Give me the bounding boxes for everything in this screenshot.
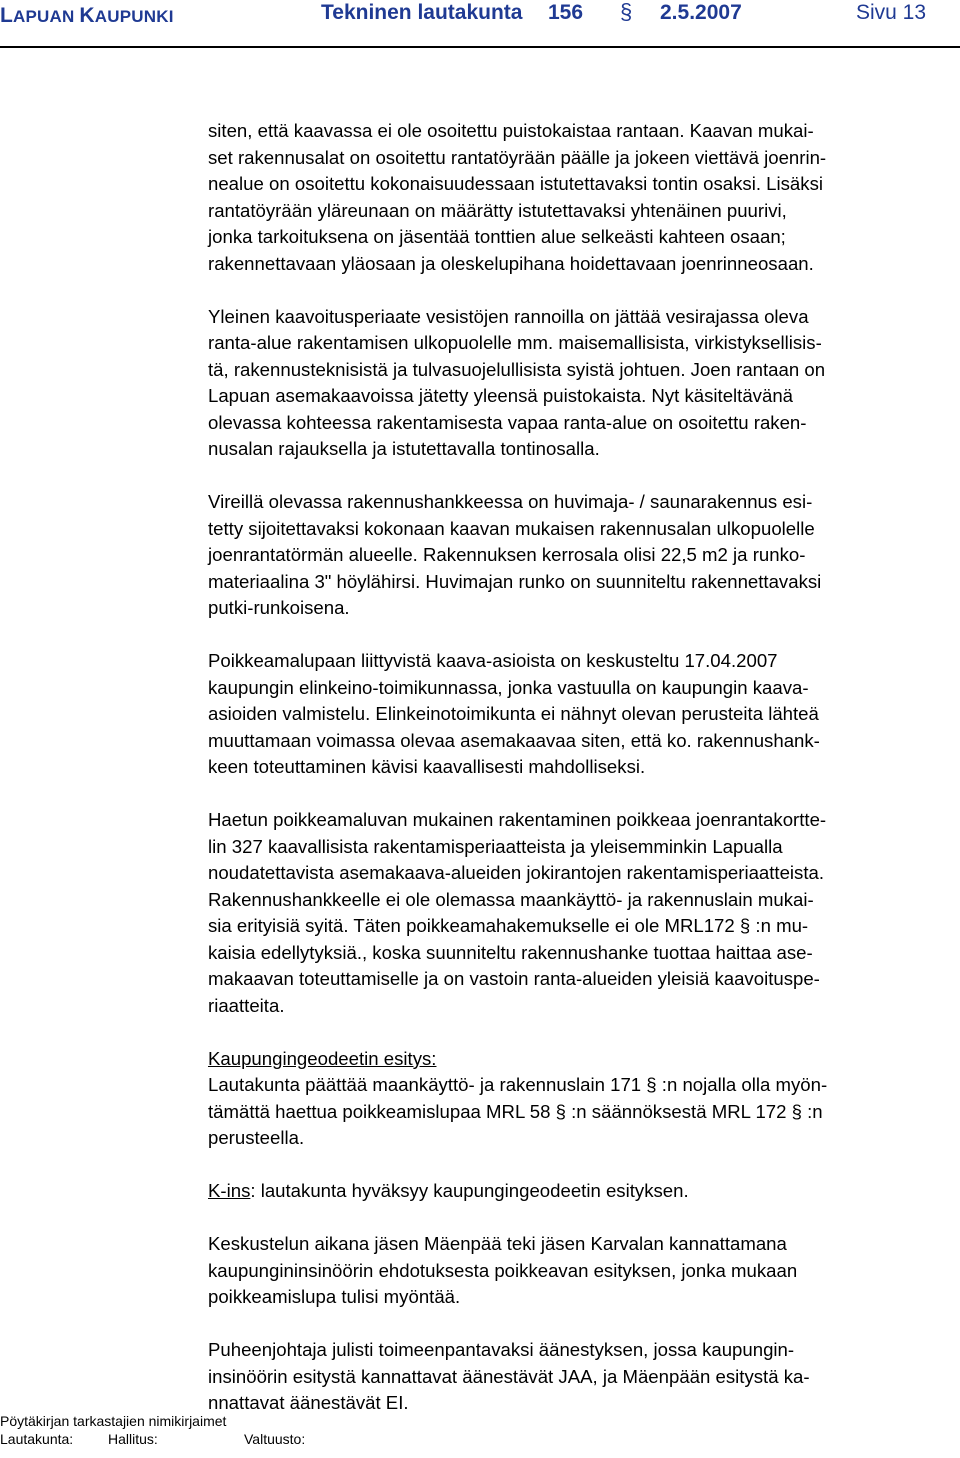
paragraph-line: noudatettavista asemakaava-alueiden jokirantojen rakentamisperiaatteista. xyxy=(208,862,825,883)
paragraph-line: riaatteita. xyxy=(208,994,285,1016)
paragraph-line: rakennettavaan yläosaan ja oleskelupihana hoidettavaan joenrinneosaan. xyxy=(208,252,814,274)
paragraphs-before xyxy=(208,118,954,1019)
paragraph-line: Yleinen kaavoitusperiaate vesistöjen rannoilla on jättää vesirajassa oleva xyxy=(208,305,809,327)
footer-signature-row xyxy=(0,1430,960,1448)
paragraph-line: set rakennusalat on osoitettu rantatöyrään päälle ja jokeen viettävä joenrin- xyxy=(208,146,827,168)
paragraph-line: makaavan toteuttamiselle ja on vastoin ranta-alueiden yleisiä kaavoituspe- xyxy=(208,968,820,989)
paragraph-line: poikkeamislupa tulisi myöntää. xyxy=(208,1286,461,1307)
org-rest-2: AUPUNKI xyxy=(94,7,174,26)
paragraph xyxy=(208,1337,954,1417)
paragraph xyxy=(208,304,954,463)
board-name: Tekninen lautakunta xyxy=(321,1,523,24)
paragraph-line: ranta-alue rakentamisen ulkopuolelle mm. maisemallisista, virkistyksellisis- xyxy=(208,332,822,353)
document-body xyxy=(208,118,954,1443)
page-number: Sivu 13 xyxy=(856,1,927,24)
paragraph-line: nusalan rajauksella ja istutettavalla tontinosalla. xyxy=(208,438,600,459)
header-divider xyxy=(0,46,960,48)
proposal-heading: Kaupungingeodeetin esitys: xyxy=(208,1047,437,1069)
paragraph-line: tetty sijoitettavaksi kokonaan kaavan mukaisen rakennusalan ulkopuolelle xyxy=(208,517,815,539)
paragraph-line: joenrantatörmän alueelle. Rakennuksen kerrosala olisi 22,5 m2 ja runko- xyxy=(208,544,806,565)
org-initial: L xyxy=(0,4,14,27)
paragraphs-after xyxy=(208,1231,954,1417)
footer-council-label: Valtuusto: xyxy=(244,1431,306,1447)
paragraph-line: materiaalina 3" höylähirsi. Huvimajan runko on suunniteltu rakennettavaksi xyxy=(208,570,822,592)
paragraph-line: Haetun poikkeamaluvan mukainen rakentaminen poikkeaa joenrantakortte- xyxy=(208,809,827,830)
paragraph-line: Lapuan asemakaavoissa jätetty yleensä puistokaista. Nyt käsiteltävänä xyxy=(208,385,794,406)
footer-initials-label: Pöytäkirjan tarkastajien nimikirjaimet xyxy=(0,1413,227,1429)
section-sign: § xyxy=(620,0,633,24)
proposal-line: Lautakunta päättää maankäyttö- ja rakennuslain 171 § :n nojalla olla myön- xyxy=(208,1074,828,1095)
paragraph-line: Keskustelun aikana jäsen Mäenpää teki jäsen Karvalan kannattamana xyxy=(208,1233,787,1254)
paragraph-line: insinöörin esitystä kannattavat äänestävät JAA, ja Mäenpään esitystä ka- xyxy=(208,1365,810,1387)
org-initial-2: K xyxy=(79,4,95,27)
paragraph-line: nnattavat äänestävät EI. xyxy=(208,1392,409,1413)
paragraph-line: asioiden valmistelu. Elinkeinotoimikunta ei nähnyt olevan perusteita lähteä xyxy=(208,703,819,724)
meeting-number: 156 xyxy=(548,1,584,24)
proposal-line: tämättä haettua poikkeamislupaa MRL 58 § :n säännöksestä MRL 172 § :n xyxy=(208,1100,823,1122)
paragraph-line: lin 327 kaavallisista rakentamisperiaatteista ja yleisemminkin Lapualla xyxy=(208,835,783,857)
paragraph-line: tä, rakennusteknisistä ja tulvasuojelullisista syistä johtuen. Joen rantaan on xyxy=(208,358,826,380)
paragraph-line: Puheenjohtaja julisti toimeenpantavaksi äänestyksen, jossa kaupungin- xyxy=(208,1339,795,1360)
meeting-date: 2.5.2007 xyxy=(660,1,742,24)
paragraph-line: Rakennushankkeelle ei ole olemassa maankäyttö- ja rakennuslain mukai- xyxy=(208,888,814,910)
paragraph-line: Poikkeamalupaan liittyvistä kaava-asioista on keskusteltu 17.04.2007 xyxy=(208,650,778,671)
proposal-line: perusteella. xyxy=(208,1127,305,1148)
paragraph-line: nealue on osoitettu kokonaisuudessaan istutettavaksi tontin osaksi. Lisäksi xyxy=(208,173,824,194)
paragraph-line: kaupungin elinkeino-toimikunnassa, jonka vastuulla on kaupungin kaava- xyxy=(208,676,809,698)
paragraph xyxy=(208,648,954,781)
organization-name xyxy=(0,4,174,29)
footer-government-label: Hallitus: xyxy=(108,1431,158,1447)
proposal-section xyxy=(208,1046,954,1152)
paragraph-line: putki-runkoisena. xyxy=(208,597,350,618)
paragraph-line: muuttamaan voimassa olevaa asemakaavaa siten, että ko. rakennushank- xyxy=(208,729,820,751)
paragraph xyxy=(208,807,954,1019)
paragraph xyxy=(208,489,954,622)
kins-text: : lautakunta hyväksyy kaupungingeodeetin esityksen. xyxy=(250,1180,689,1201)
paragraph-line: kaisia edellytyksiä., koska suunniteltu rakennushanke tuottaa haittaa ase- xyxy=(208,941,813,963)
paragraph-line: siten, että kaavassa ei ole osoitettu puistokaistaa rantaan. Kaavan mukai- xyxy=(208,120,814,141)
footer-board-label: Lautakunta: xyxy=(0,1431,74,1447)
paragraph-line: jonka tarkoituksena on jäsentää tonttien alue selkeästi kahteen osaan; xyxy=(208,226,786,247)
page-header xyxy=(0,0,960,40)
paragraph-line: Vireillä olevassa rakennushankkeessa on huvimaja- / saunarakennus esi- xyxy=(208,491,813,512)
kins-paragraph xyxy=(208,1178,954,1205)
org-rest: APUAN xyxy=(13,7,80,26)
paragraph-line: rantatöyrään yläreunaan on määrätty istutettavaksi yhtenäinen puurivi, xyxy=(208,199,787,221)
paragraph xyxy=(208,1231,954,1311)
paragraph-line: keen toteuttaminen kävisi kaavallisesti mahdolliseksi. xyxy=(208,756,646,777)
paragraph-line: olevassa kohteessa rakentamisesta vapaa ranta-alue on osoitettu raken- xyxy=(208,411,807,433)
paragraph xyxy=(208,118,954,277)
paragraph-line: kaupungininsinöörin ehdotuksesta poikkeavan esityksen, jonka mukaan xyxy=(208,1259,798,1281)
paragraph-line: sia erityisiä syitä. Täten poikkeamahakemukselle ei ole MRL172 § :n mu- xyxy=(208,915,809,936)
kins-label: K-ins xyxy=(208,1180,251,1201)
page-footer xyxy=(0,1412,960,1448)
